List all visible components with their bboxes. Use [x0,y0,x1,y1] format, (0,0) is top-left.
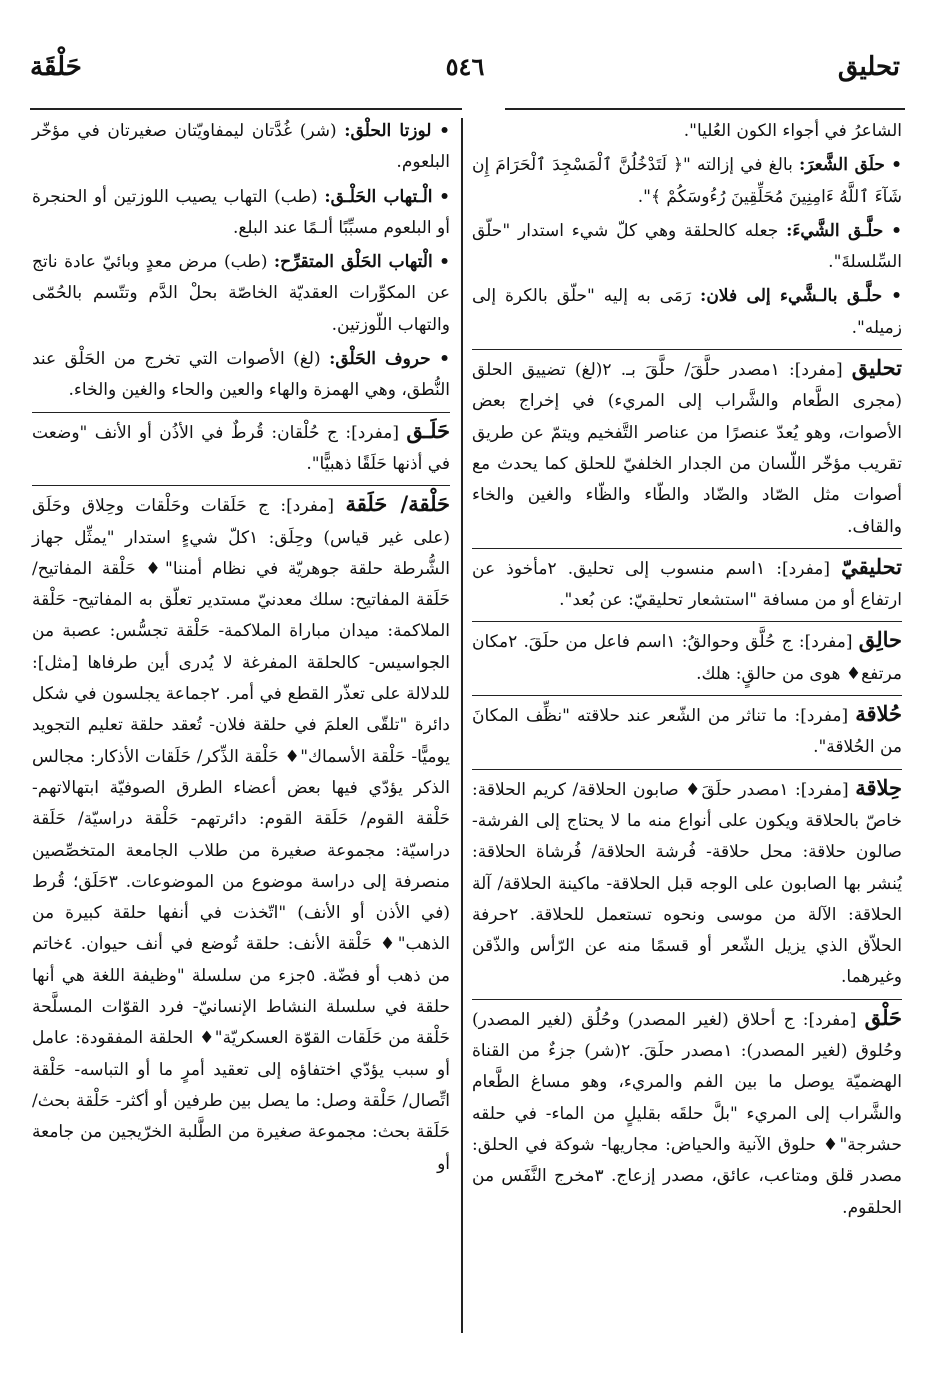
dictionary-entry [32,412,450,481]
entry-bullet: • [439,349,450,370]
guide-word-left: حَلْقَة [30,52,82,82]
dictionary-entry [32,247,450,341]
entry-headword: حلَّـق الشَّيءَ: [786,220,884,241]
entry-definition: [مفرد]: ج حُلْقان: قُرطٌ في الأذُن أو الأنف "وضعت في أذنها حَلَقًا ذهبيًّا". [32,422,450,474]
entry-definition: [مفرد]: ج حُلَّق وحوالقُ: ١اسم فاعل من حلَقَ. ٢مكان مرتفع♦ هوى من حالقٍ: هلك. [472,632,902,684]
entry-headword: حُلاقة [855,701,903,727]
entry-definition: بالغ في إزالته "﴿ لَتَدْخُلُنَّ ٱلْمَسْجِدَ ٱلْحَرَامَ إِن شَآءَ ٱللَّهُ ءَامِنِينَ مُحَلِّقِينَ رُءُوسَكُمْ ﴾". [472,155,902,207]
dictionary-entry [472,150,902,213]
entry-headword: حالِق [858,627,902,653]
entry-headword: الْـتهاب الحَلْـق: [324,186,433,207]
dictionary-entry [472,116,902,147]
entry-headword: لوزتا الحلْق: [344,121,432,141]
right-column [472,116,902,1228]
page-number: ٥٤٦ [445,52,485,81]
dictionary-entry [472,999,902,1224]
entry-definition: [مفرد]: ١اسم منسوب إلى تحليق. ٢مأخوذ عن ارتفاع أو من مسافة "استشعار تحليقيّ: عن بُعد". [472,558,902,611]
entry-bullet: • [439,252,450,273]
header-rule-left [30,108,462,110]
left-column [32,116,450,1184]
dictionary-entry [472,548,902,617]
guide-word-right: تحليق [837,52,900,82]
entry-definition: [مفرد]: ١مصدر حلَقَ♦ صابون الحلاقة/ كريم الحلاقة: خاصّ بالحلاقة ويكون على أنواع منه ما لا يحتاج إلى الفرشة- صالون حلاقة: محل حلاقة- فُرشة الحلاقة/ فُرشاة الحلاقة: يُنشر بها الصابون على الوجه قبل الحلاقة- ماكينة الحلاقة/ آلة الحلاقة: الآلة من موسى ونحوه تستعمل للحلاقة. ٢حرفة الحلاّق الذي يزيل الشّعر أو قسمًا منه عن الرّأس والذّقن وغيرهما. [472,779,902,988]
entry-headword: حلَق الشَّعرَ: [799,155,885,176]
entry-definition: جعله كالحلقة وهي كلّ شيء استدار "حلّق السِّلسلةَ". [472,220,902,273]
entry-bullet: • [891,286,902,307]
dictionary-entry [472,281,902,344]
entry-definition: [مفرد]: ج حَلَقات وحَلْقات وحِلاق وحَلَق (على غير قياس) وحِلَق: ١كلّ شيءٍ استدار "يمثِّل جهاز الشُّرطة حلقة جوهريّة في نظام أمننا"♦ حَلْقة المفاتيح/ حَلَقة المفاتيح: سلك معدنيّ مستدير تعلّق به المفاتيح- حَلْقة الملاكمة: ميدان مباراة الملاكمة- حَلْقة تجسُّس: عصبة من الجواسيس- كالحلقة المفرغة لا يُدرى أين طرفاها [مثل]: للدلالة على تعذّر القطع في أمر. ٢جماعة يجلسون في شكل دائرة "تلقّى العلمَ في حلقة فلان- تُعقد حلقة تعليم التجويد يوميًّا- حَلْقة الأسماك"♦ حَلْقة الذِّكر/ حَلَقات الأذكار: مجالس الذكر يؤدّي فيها بعض أعضاء الطرق الصوفيّة ابتهالاتهم- حَلْقة القوم/ حَلَقة القوم: دائرتهم- حَلْقة دراسيّة/ حَلَقة دراسيّة: مجموعة صغيرة من طلاب الجامعة المتخصِّصين منصرفة إلى دراسة موضوع من الموضوعات. ٣حَلَق؛ قُرط (في الأذن أو الأنف) "اتّخذت في أنفها حلقة كبيرة من الذهب"♦ حَلْقة الأنف: حلقة تُوضع في أنف حيوان. ٤خاتم من ذهب أو فضّة. ٥جزء من سلسلة "وظيفة اللغة هي أنها حلقة في سلسلة النشاط الإنسانيّ- فرد القوّات المسلَّحة حَلْقة من حَلَقات القوّة العسكريّة"♦ الحلقة المفقودة: عامل أو سبب يؤدّي اختفاؤه إلى تعقيد أمرٍ ما أو التباسه- حَلْقة اتِّصال/ حَلْقة وصل: ما يصل بين طرفين أو أكثر- حَلْقة بحث/ حَلَقة بحث: مجموعة صغيرة من الطَّلبة الخرّيجين من جامعة أو [32,496,450,1174]
entry-bullet: • [439,121,450,141]
entry-definition: الشاعرُ في أجواء الكون العُليا". [683,121,902,141]
page-header [30,52,900,92]
entry-definition: (طب) التهاب يصيب اللوزتين أو الحنجرة أو البلعوم مسبِّبًا ألـمًا عند البلع. [32,186,450,238]
entry-headword: حروف الحَلْق: [329,349,431,370]
dictionary-entry [32,485,450,1180]
entry-definition: رَمَى به إليه "حلّق بالكرة إلى زميله". [472,286,902,338]
entry-headword: حَلْقة/ حَلَقة [345,491,451,517]
dictionary-entry [472,769,902,994]
entry-bullet: • [439,186,451,207]
dictionary-entry [32,344,450,407]
entry-definition: [مفرد]: ج أحلاق (لغير المصدر) وحُلُق (لغير المصدر) وحُلوق (لغير المصدر): ١مصدر حلَقَ. ٢(شر) جزءٌ من القناة الهضميّة يوصل ما بين الفم والمريء، وهو مساغ الطَّعام والشَّراب إلى المريء "بلَّ حلقَه بقليلٍ من الماء- في حلقه حشرجة"♦ حلوق الآنية والحياض: مجاريها- شوكة في الحلق: مصدر قلق ومتاعب، عائق، مصدر إزعاج. ٣مخرج النَّفَس من الحلقوم. [472,1009,903,1218]
entry-headword: تحليق [851,355,902,381]
entry-definition: [مفرد]: ١مصدر حلَّقَ/ حلَّقَ بـ. ٢(لغ) تضييق الحلق (مجرى الطَّعام والشَّراب إلى المريء) في إخراج بعض الأصوات، وهو يُعدّ عنصرًا من عناصر التَّفخيم ويتمّ عن طريق تقريب مؤخّر اللّسان من الجدار الخلفيّ للحلق كما يحدث مع أصوات مثل الصّاد والضّاد والطّاء والظّاء والغين والخاء والقاف. [472,360,902,537]
entry-headword: حَلَـق [406,417,451,443]
entry-definition: (طب) مرض معدٍ وبائيّ عادة ناتج عن المكوِّرات العقديّة الخاصّة بحلْ الدَّم وتتّسم بالحُمّى والتهاب اللّوزتين. [32,252,450,335]
entry-definition: (شر) غُدَّتان ليمفاويّتان صغيرتان في مؤخّر البلعوم. [32,121,450,173]
dictionary-entry [32,182,450,245]
entry-definition: [مفرد]: ما تناثر من الشّعر عند حلاقته "نظِّف المكانَ من الحُلاقة". [472,706,902,758]
dictionary-entry [472,695,902,764]
entry-headword: تحليقيّ [841,553,902,579]
dictionary-entry [472,349,902,543]
entry-headword: حلَّـق بالـشَّيء إلى فلان: [700,286,883,307]
entry-headword: الْتهاب الحَلْق المتقرِّح: [273,252,433,273]
dictionary-entry [32,116,450,179]
entry-bullet: • [891,155,903,176]
dictionary-entry [472,216,902,279]
header-rule-right [505,108,905,110]
column-divider [461,118,463,1333]
entry-bullet: • [891,220,903,241]
entry-definition: (لغ) الأصوات التي تخرج من الحَلْق عند النُّطق، وهي الهمزة والهاء والعين والحاء والغين والخاء. [32,349,450,401]
entry-headword: حِلاقة [855,774,902,800]
entry-headword: حَلْق [864,1004,903,1030]
dictionary-entry [472,621,902,690]
